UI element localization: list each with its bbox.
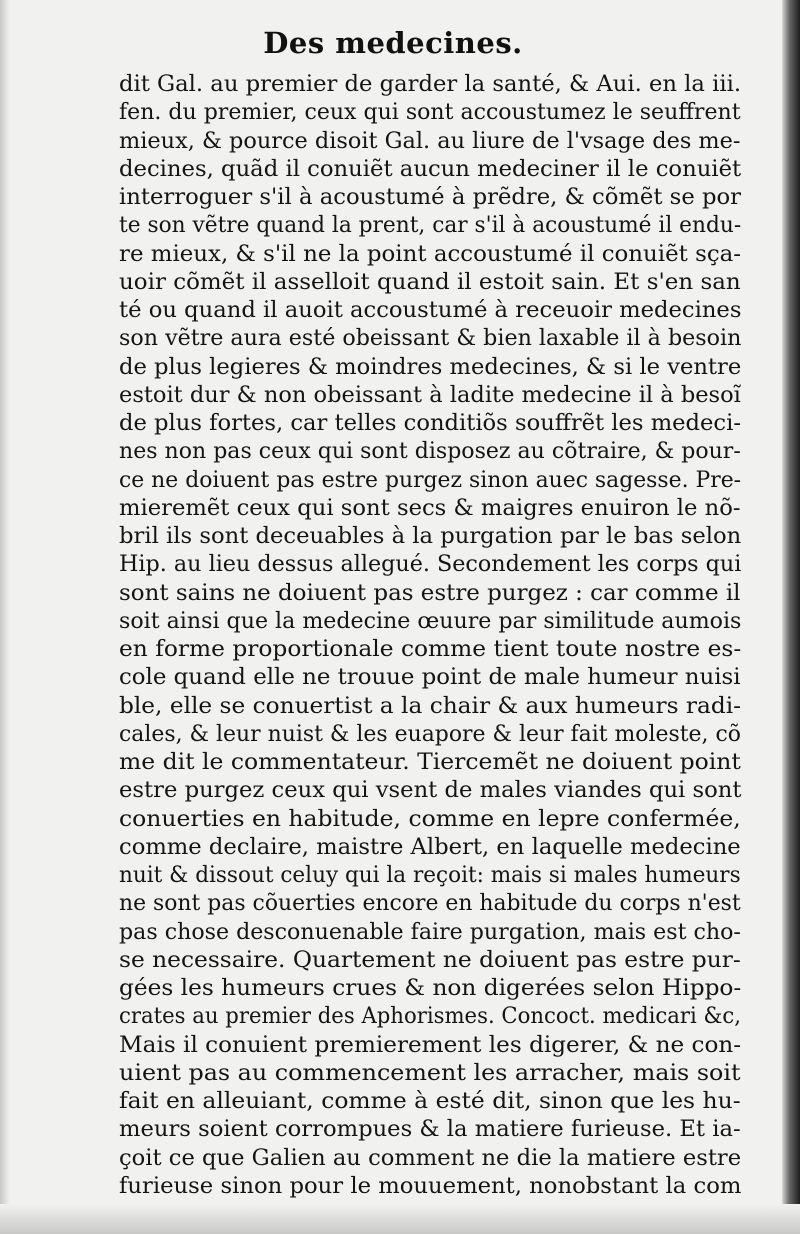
text-line: té ou quand il auoit accoustumé à receuoir medecines [119, 298, 742, 323]
text-line: te son vẽtre quand la prent, car s'il à acoustumé il endu- [119, 213, 742, 239]
text-line: soit ainsi que la medecine œuure par similitude aumois [119, 608, 742, 634]
running-head: Des medecines. [263, 26, 523, 60]
text-line: ne sont pas cõuerties encore en habitude du corps n'est [119, 891, 741, 917]
text-line: furieuse sinon pour le mouuement, nonobstant la com [119, 1173, 742, 1199]
text-line: Hip. au lieu dessus allegué. Secondement les corps qui [119, 552, 742, 578]
text-line: se necessaire. Quartement ne doiuent pas estre pur- [119, 947, 741, 973]
text-line: uient pas au commencement les arracher, mais soit [119, 1060, 741, 1086]
text-line: en forme proportionale comme tient toute nostre es- [119, 637, 742, 662]
body-text [119, 71, 741, 1201]
text-line: comme declaire, maistre Albert, en laquelle medecine [119, 834, 741, 860]
text-line: çoit ce que Galien au comment ne die la matiere estre [119, 1145, 742, 1171]
text-line: dit Gal. au premier de garder la santé, & Aui. en la iii. [119, 72, 742, 97]
text-line: crates au premier des Aphorismes. Concoct. medicari &c, [119, 1004, 742, 1030]
text-line: me dit le commentateur. Tiercemẽt ne doiuent point [119, 750, 741, 775]
text-line: decines, quãd il conuiẽt aucun medeciner il le conuiẽt [119, 156, 742, 182]
text-line: de plus fortes, car telles conditiõs souffrẽt les medeci- [119, 411, 741, 436]
text-line: pas chose desconuenable faire purgation, mais est cho- [119, 919, 741, 945]
text-line: sont sains ne doiuent pas estre purgez : car comme il [119, 580, 741, 606]
text-line: ce ne doiuent pas estre purgez sinon auec sagesse. Pre- [119, 467, 742, 493]
text-line: conuerties en habitude, comme en lepre confermée, [119, 806, 741, 832]
text-line: ble, elle se conuertist a la chair & aux humeurs radi- [119, 693, 742, 719]
text-line: son vẽtre aura esté obeissant & bien laxable il à besoin [119, 326, 742, 352]
text-line: gées les humeurs crues & non digerées selon Hippo- [119, 976, 742, 1001]
text-line: meurs soient corrompues & la matiere furieuse. Et ia- [119, 1117, 741, 1143]
text-line: cales, & leur nuist & les euapore & leur fait moleste, cõ [119, 721, 741, 747]
text-line: cole quand elle ne trouue point de male humeur nuisi [119, 665, 741, 691]
text-line: mieremẽt ceux qui sont secs & maigres enuiron le nõ- [119, 495, 741, 521]
page-bottom-edge-shadow [0, 1204, 800, 1234]
text-line: fait en alleuiant, comme à esté dit, sinon que les hu- [119, 1089, 741, 1114]
text-line: nes non pas ceux qui sont disposez au cõtraire, & pour- [119, 439, 741, 465]
text-line: interroguer s'il à acoustumé à prẽdre, & cõmẽt se por [119, 185, 742, 210]
text-line: bril ils sont deceuables à la purgation par le bas selon [119, 524, 742, 549]
text-line: uoir cõmẽt il asselloit quand il estoit sain. Et s'en san [119, 269, 741, 295]
text-line: estre purgez ceux qui vsent de males viandes qui sont [119, 778, 742, 804]
page-right-edge-shadow [782, 0, 800, 1234]
text-line: nuit & dissout celuy qui la reçoit: mais si males humeurs [119, 863, 741, 888]
text-line: estoit dur & non obeissant à ladite medecine il à besoĩ [119, 382, 741, 408]
text-line: re mieux, & s'il ne la point accoustumé il conuiẽt sça- [119, 241, 742, 267]
text-line: mieux, & pource disoit Gal. au liure de l'vsage des me- [119, 128, 741, 154]
text-line: Mais il conuient premierement les digerer, & ne con- [119, 1032, 742, 1058]
text-line: de plus legieres & moindres medecines, & si le ventre [119, 354, 742, 380]
page-left-edge-shadow [0, 0, 10, 1234]
text-line: fen. du premier, ceux qui sont accoustumez le seuffrent [119, 100, 741, 126]
